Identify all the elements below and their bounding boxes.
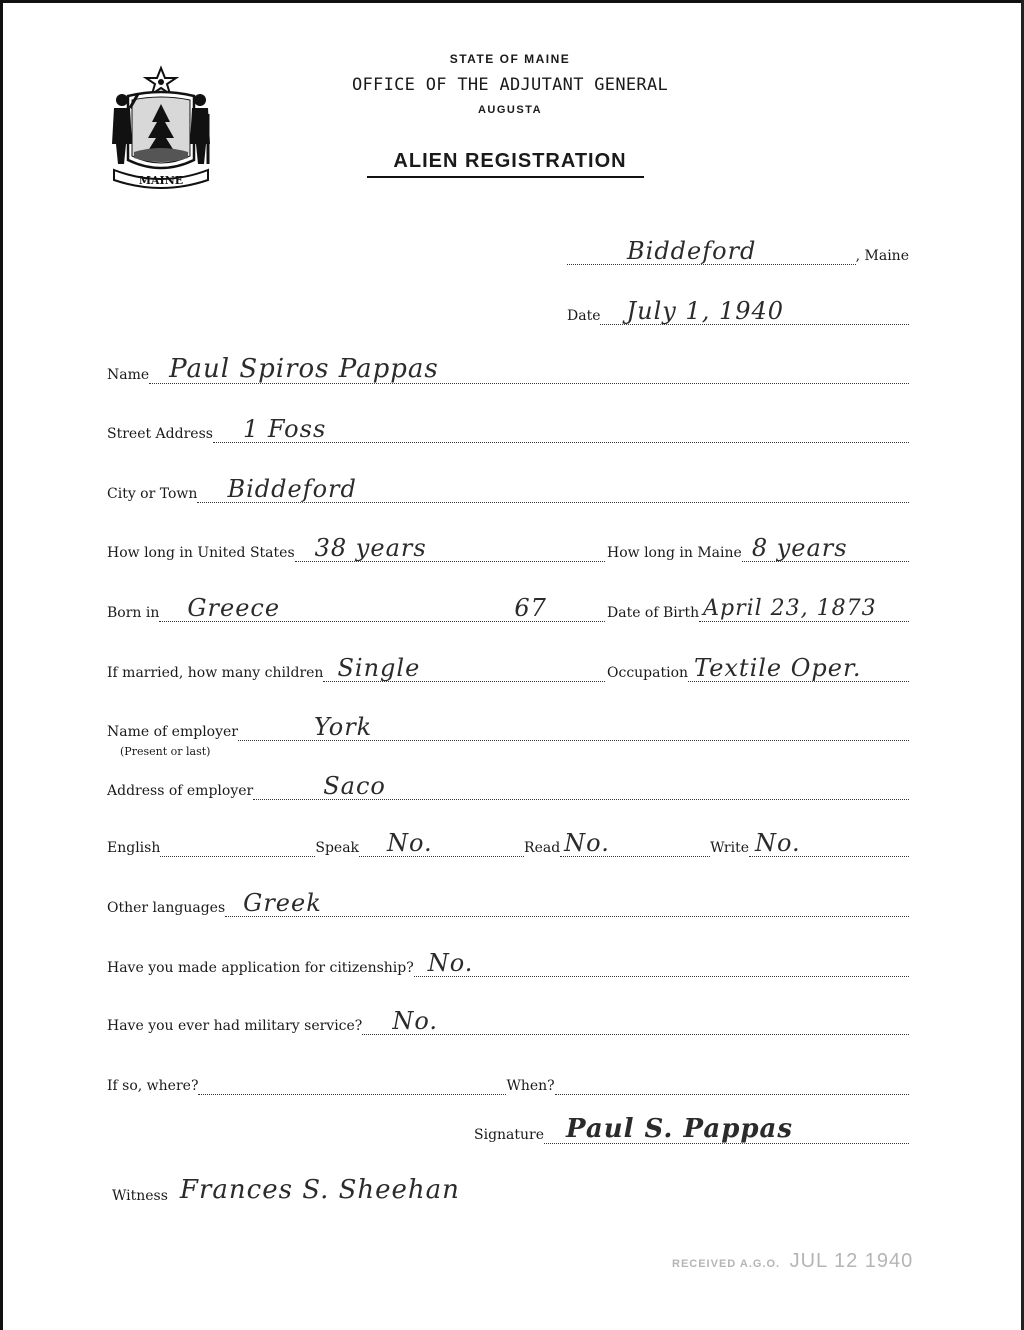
service-details-row: [107, 1078, 909, 1095]
write-value: No.: [755, 829, 801, 857]
when-field[interactable]: [555, 1079, 909, 1095]
place-row: [567, 237, 909, 265]
witness-value: Frances S. Sheehan: [179, 1175, 460, 1205]
maine-state-seal-icon: [108, 64, 214, 192]
employer-address-label: Address of employer: [107, 783, 254, 799]
military-row: [107, 1007, 909, 1035]
military-value: No.: [392, 1007, 438, 1035]
children-field[interactable]: [323, 654, 605, 682]
maine-residence-row: [607, 534, 909, 562]
witness-label: Witness: [112, 1188, 168, 1204]
title-underline: [367, 176, 644, 178]
date-field[interactable]: [600, 297, 909, 325]
speak-label: Speak: [315, 840, 360, 856]
birthplace-row: [107, 594, 605, 622]
maine-residence-label: How long in Maine: [607, 545, 742, 561]
citizenship-label: Have you made application for citizenship?: [107, 960, 414, 976]
us-residence-label: How long in United States: [107, 545, 295, 561]
birthplace-field[interactable]: [159, 594, 605, 622]
employer-label: Name of employer: [107, 724, 238, 740]
name-row: [107, 354, 909, 384]
scan-border-left: [0, 0, 3, 1330]
office-heading: OFFICE OF THE ADJUTANT GENERAL: [351, 75, 669, 95]
read-label: Read: [524, 840, 561, 856]
military-field[interactable]: [362, 1007, 909, 1035]
city-label: City or Town: [107, 486, 198, 502]
street-field[interactable]: [213, 415, 909, 443]
place-suffix: , Maine: [855, 248, 909, 264]
scan-border-top: [0, 0, 1024, 3]
employer-value: York: [313, 713, 373, 741]
languages-row: [107, 889, 909, 917]
when-label: When?: [506, 1078, 555, 1094]
military-label: Have you ever had military service?: [107, 1018, 363, 1034]
citizenship-row: [107, 949, 909, 977]
maine-residence-value: 8 years: [751, 534, 848, 562]
citizenship-field[interactable]: [414, 949, 909, 977]
maine-residence-field[interactable]: [742, 534, 909, 562]
seal-text: MAINE: [138, 174, 184, 187]
write-label: Write: [710, 840, 750, 856]
street-label: Street Address: [107, 426, 213, 442]
birthplace-label: Born in: [107, 605, 160, 621]
witness-field[interactable]: [168, 1175, 532, 1205]
employer-row: [107, 713, 909, 741]
birthplace-value: Greece: [187, 594, 281, 622]
stamp-date: JUL 12 1940: [789, 1250, 914, 1272]
employer-address-field[interactable]: [253, 772, 909, 800]
citizenship-value: No.: [427, 949, 474, 977]
children-label: If married, how many children: [107, 665, 324, 681]
occupation-label: Occupation: [607, 665, 689, 681]
date-row: [567, 297, 909, 325]
received-stamp: [672, 1250, 913, 1273]
employer-sublabel: (Present or last): [120, 745, 211, 758]
employer-address-value: Saco: [323, 772, 386, 800]
occupation-row: [607, 654, 909, 682]
dob-row: [607, 596, 909, 622]
place-field[interactable]: [567, 237, 856, 265]
read-field[interactable]: [560, 829, 710, 857]
witness-row: [112, 1175, 532, 1205]
english-row: [107, 829, 909, 857]
stamp-text: RECEIVED A.G.O.: [672, 1258, 781, 1270]
city-value: Biddeford: [227, 475, 357, 503]
city-row: [107, 475, 909, 503]
speak-field[interactable]: [359, 829, 524, 857]
signature-value: Paul S. Pappas: [566, 1114, 794, 1144]
english-label: English: [107, 840, 161, 856]
employer-field[interactable]: [238, 713, 909, 741]
name-field[interactable]: [149, 354, 909, 384]
speak-value: No.: [387, 829, 433, 857]
street-row: [107, 415, 909, 443]
dob-field[interactable]: [699, 596, 909, 622]
write-field[interactable]: [749, 829, 909, 857]
where-field[interactable]: [198, 1079, 506, 1095]
city-heading: AUGUSTA: [477, 104, 543, 116]
place-value: Biddeford: [627, 237, 757, 265]
name-value: Paul Spiros Pappas: [169, 354, 439, 384]
english-field: [160, 841, 315, 857]
dob-value: April 23, 1873: [703, 596, 877, 621]
age-value: 67: [514, 594, 547, 622]
read-value: No.: [564, 829, 610, 857]
dob-label: Date of Birth: [607, 605, 700, 621]
signature-field[interactable]: [544, 1114, 909, 1144]
children-row: [107, 654, 605, 682]
street-value: 1 Foss: [242, 415, 327, 443]
signature-label: Signature: [474, 1127, 545, 1143]
us-residence-field[interactable]: [295, 534, 605, 562]
languages-field[interactable]: [225, 889, 909, 917]
city-field[interactable]: [197, 475, 909, 503]
date-label: Date: [567, 308, 601, 324]
name-label: Name: [107, 367, 150, 383]
languages-label: Other languages: [107, 900, 226, 916]
date-value: July 1, 1940: [626, 297, 785, 325]
languages-value: Greek: [243, 889, 322, 917]
form-title: ALIEN REGISTRATION: [393, 150, 627, 172]
state-heading: STATE OF MAINE: [449, 52, 571, 66]
where-label: If so, where?: [107, 1078, 199, 1094]
occupation-value: Textile Oper.: [694, 654, 862, 682]
occupation-field[interactable]: [688, 654, 909, 682]
us-residence-row: [107, 534, 605, 562]
signature-row: [474, 1114, 909, 1144]
employer-address-row: [107, 772, 909, 800]
us-residence-value: 38 years: [314, 534, 427, 562]
children-value: Single: [337, 654, 421, 682]
